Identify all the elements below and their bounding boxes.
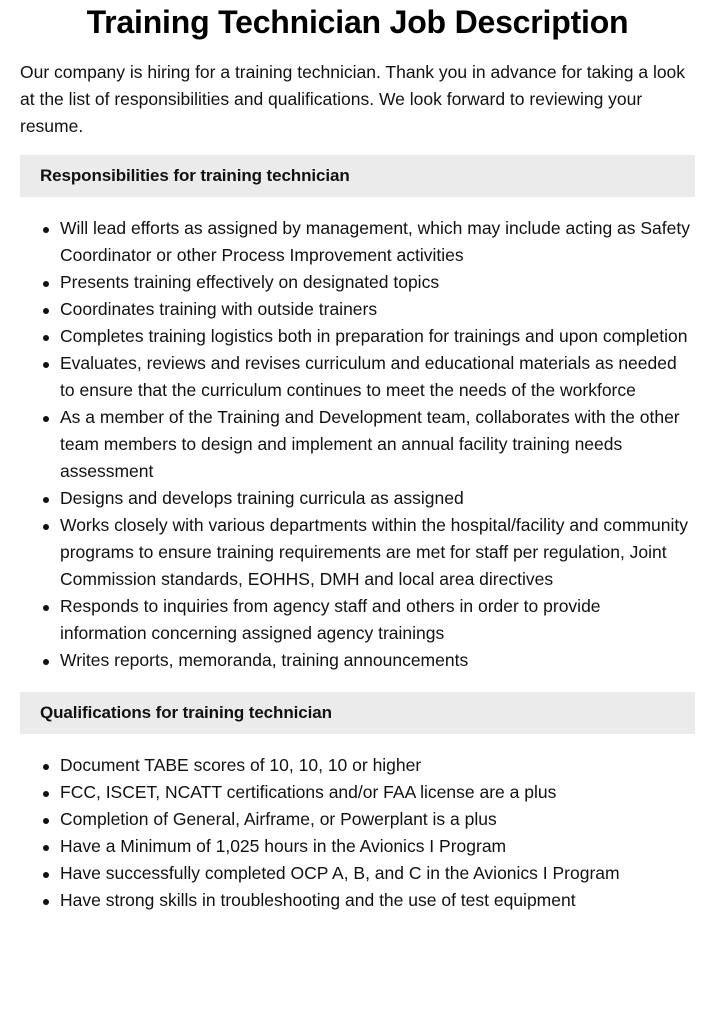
qualification-item: Have strong skills in troubleshooting and the use of test equipment xyxy=(60,887,695,914)
qualifications-list xyxy=(20,752,695,914)
qualification-item: Document TABE scores of 10, 10, 10 or higher xyxy=(60,752,695,779)
qualification-item: Have successfully completed OCP A, B, and C in the Avionics I Program xyxy=(60,860,695,887)
responsibility-item: Presents training effectively on designated topics xyxy=(60,269,695,296)
responsibilities-section-header: Responsibilities for training technician xyxy=(20,155,695,197)
responsibility-item: Works closely with various departments within the hospital/facility and community programs to ensure training requirements are met for staff per regulation, Joint Commission standards, EOHHS, DMH and local area directives xyxy=(60,512,695,593)
qualifications-section-header: Qualifications for training technician xyxy=(20,692,695,734)
responsibility-item: Writes reports, memoranda, training announcements xyxy=(60,647,695,674)
page-title: Training Technician Job Description xyxy=(86,4,629,40)
responsibility-item: Completes training logistics both in preparation for trainings and upon completion xyxy=(60,323,695,350)
responsibility-item: Evaluates, reviews and revises curriculum and educational materials as needed to ensure that the curriculum continues to meet the needs of the workforce xyxy=(60,350,695,404)
responsibility-item: Coordinates training with outside trainers xyxy=(60,296,695,323)
responsibility-item: Responds to inquiries from agency staff and others in order to provide information concerning assigned agency trainings xyxy=(60,593,695,647)
responsibility-item: Will lead efforts as assigned by management, which may include acting as Safety Coordinator or other Process Improvement activities xyxy=(60,215,695,269)
qualification-item: Have a Minimum of 1,025 hours in the Avionics I Program xyxy=(60,833,695,860)
responsibilities-list xyxy=(20,215,695,674)
responsibility-item: As a member of the Training and Development team, collaborates with the other team members to design and implement an annual facility training needs assessment xyxy=(60,404,695,485)
qualification-item: Completion of General, Airframe, or Powerplant is a plus xyxy=(60,806,695,833)
qualification-item: FCC, ISCET, NCATT certifications and/or FAA license are a plus xyxy=(60,779,695,806)
intro-paragraph: Our company is hiring for a training technician. Thank you in advance for taking a look at the list of responsibilities and qualifications. We look forward to reviewing your resume. xyxy=(20,62,686,136)
responsibility-item: Designs and develops training curricula as assigned xyxy=(60,485,695,512)
